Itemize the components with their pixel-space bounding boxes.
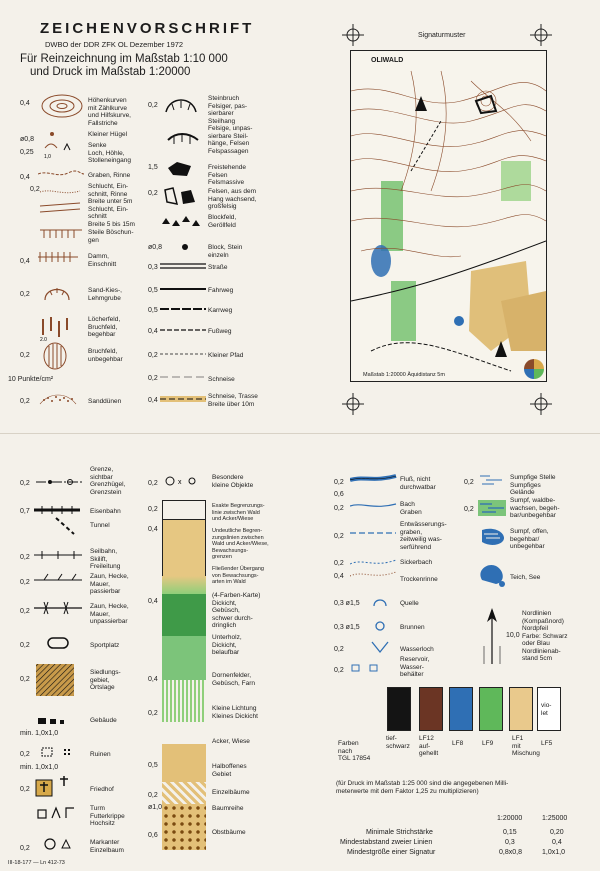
table-cell: 0,8x0,8 <box>499 849 522 856</box>
legend-num: 0,3 ø1,5 <box>334 624 360 631</box>
boulder-symbol <box>165 160 195 178</box>
hill-depression-symbol <box>40 128 80 162</box>
legend-num: 0,2 <box>20 554 30 561</box>
legend-text: Schlucht, Ein- schnitt, Rinne Breite unter 5m Schlucht, Ein- schnitt Breite 5 bis 15m <box>88 183 135 228</box>
legend-text: Steile Böschun- gen <box>88 229 134 244</box>
legend-num: 0,2 <box>464 479 474 486</box>
legend-text: Steinbruch Felsiger, pas- sierbarer Steilhang Felsige, unpas- sierbare Steil- hänge, Felsen Felspassagen <box>208 95 253 155</box>
legend-num: 0,2 <box>20 845 30 852</box>
ride-symbol <box>160 374 206 380</box>
swatch-label: LF5 <box>541 740 553 747</box>
legend-text: Dornenfelder, Gebüsch, Farn <box>212 672 255 687</box>
sample-map-graphic <box>351 51 546 381</box>
wooded-marsh-symbol <box>478 498 506 518</box>
table-cell: 0,3 <box>505 839 515 846</box>
legend-text: Sanddünen <box>88 398 122 405</box>
legend-num: ø0,8 <box>148 244 163 251</box>
fence-impassable-symbol <box>34 600 84 616</box>
legend-text: Zaun, Hecke, Mauer, passierbar <box>90 573 129 595</box>
legend-text: Reservoir, Wasser- behälter <box>400 656 430 678</box>
table-cell: 1,0x1,0 <box>542 849 565 856</box>
legend-num: 10 Punkte/cm² <box>8 376 54 383</box>
table-cell: 0,4 <box>552 839 562 846</box>
legend-num: 0,2 <box>20 642 30 649</box>
svg-text:1,0: 1,0 <box>44 154 51 160</box>
legend-num: 0,2 <box>334 560 344 567</box>
legend-num: ø0,8 <box>20 136 35 143</box>
legend-text: Baumreihe <box>212 805 244 812</box>
legend-num: 10,0 <box>506 632 520 639</box>
legend-text: Schneise, Trasse Breite über 10m <box>208 393 258 408</box>
cart-track-symbol <box>160 306 206 312</box>
drainage-ditch-symbol <box>350 526 398 540</box>
legend-text: Zaun, Hecke, Mauer, unpassierbar <box>90 603 129 625</box>
open-marsh-symbol <box>478 526 508 548</box>
legend-num: 0,2 <box>30 186 40 193</box>
swatch-label: LF1 mit Mischung <box>512 735 540 757</box>
legend-text: Gebäude <box>90 717 117 724</box>
legend-num: 0,4 <box>20 174 30 181</box>
legend-num: 0,4 <box>148 526 158 533</box>
legend-text: Undeutliche Begren- zungslinien zwischen Wald und Acker/Wiese, Bewachsungs- grenzen <box>212 528 269 560</box>
legend-num: 0,7 <box>20 508 30 515</box>
legend-text: Sumpfige Stelle Sumpfiges Gelände <box>510 474 556 496</box>
crop-mark-icon <box>530 24 552 46</box>
legend-text: Fluß, nicht durchwatbar <box>400 476 436 491</box>
footpath-symbol <box>160 327 206 333</box>
table-cell: 0,15 <box>503 829 517 836</box>
legend-num: 0,2 <box>334 479 344 486</box>
legend-num: 0,3 ø1,5 <box>334 600 360 607</box>
pond-symbol <box>476 562 510 588</box>
legend-text: Fußweg <box>208 328 232 335</box>
swatch-violet-label: vio- let <box>541 702 552 717</box>
fence-passable-symbol <box>34 572 84 588</box>
legend-num: 0,2 <box>148 792 158 799</box>
legend-num: 0,4 <box>148 397 158 404</box>
legend-text: Löcherfeld, Bruchfeld, begehbar <box>88 316 121 338</box>
legend-num: 0,25 <box>20 149 34 156</box>
ditch-symbol <box>38 168 84 180</box>
legend-num: 0,2 <box>148 480 158 487</box>
impassable-broken-ground-symbol <box>42 342 68 370</box>
legend-num: ø1,0 <box>148 804 163 811</box>
reservoir-symbol <box>350 662 396 674</box>
legend-text: Einzelbäume <box>212 789 250 796</box>
river-symbol <box>350 472 398 486</box>
legend-num: 0,2 <box>20 786 30 793</box>
stone-symbol <box>180 242 190 252</box>
quarry-cliff-symbol <box>162 92 206 156</box>
boulder-field-symbol <box>160 214 204 228</box>
legend-text: Acker, Wiese <box>212 738 250 745</box>
legend-num: 0,4 <box>334 573 344 580</box>
legend-text: Damm, Einschnitt <box>88 253 117 268</box>
legend-num: 0,4 <box>20 258 30 265</box>
swatch-black <box>387 687 411 731</box>
legend-text: Markanter Einzelbaum <box>90 839 124 854</box>
legend-num: 0,5 <box>148 762 158 769</box>
vegetation-strip <box>162 500 206 848</box>
road-symbol <box>160 261 206 271</box>
legend-num: 0,2 <box>148 352 158 359</box>
ruin-symbol <box>40 746 76 758</box>
legend-num: 0,2 <box>20 608 30 615</box>
legend-text: Fließender Übergang von Bewachsungs- arten im Wald <box>212 566 264 585</box>
swatch-yellow <box>509 687 533 731</box>
table-cell: 0,20 <box>550 829 564 836</box>
legend-text: Felsen, aus dem Hang wachsend, großfelsig <box>208 188 257 210</box>
waterhole-symbol <box>370 638 390 654</box>
contour-symbol <box>38 92 86 120</box>
crop-mark-icon <box>342 24 364 46</box>
legend-text: Wasserloch <box>400 646 434 653</box>
legend-text: Fahrweg <box>208 287 234 294</box>
legend-num: 0,4 <box>148 328 158 335</box>
sand-dunes-symbol <box>38 390 78 408</box>
legend-num: 0,2 <box>148 506 158 513</box>
legend-num: 0,4 <box>148 676 158 683</box>
legend-text: Straße <box>208 264 228 271</box>
legend-text: Halboffenes Gebiet <box>212 763 247 778</box>
table-header-2: 1:25000 <box>542 815 568 822</box>
legend-text: Nordlinien (Kompaßnord) Nordpfeil Farbe: Schwarz oder Blau Nordlinienab- stand 5cm <box>522 610 568 662</box>
colors-label: Farben nach TGL 17854 <box>338 740 371 762</box>
table-row-label: Minimale Strichstärke <box>366 829 433 836</box>
broken-ground-symbol <box>38 315 72 341</box>
legend-text: Friedhof <box>90 786 114 793</box>
legend-text: Kleiner Pfad <box>208 352 244 359</box>
legend-text: Karrweg <box>208 307 233 314</box>
legend-text: Trockenrinne <box>400 576 438 583</box>
legend-text: Ruinen <box>90 751 111 758</box>
legend-num: 0,2 <box>20 676 30 683</box>
legend-num: 0,2 <box>20 398 30 405</box>
legend-text: Sickerbach <box>400 559 433 566</box>
building-symbol <box>36 716 76 726</box>
svg-text:x: x <box>178 479 182 486</box>
dry-ditch-symbol <box>350 568 398 582</box>
legend-num: 0,6 <box>148 832 158 839</box>
legend-num: 0,2 <box>334 667 344 674</box>
footer-code: III-18-177 — Ln 412-73 <box>8 860 65 866</box>
swatch-blue <box>449 687 473 731</box>
legend-num: 0,2 <box>20 579 30 586</box>
railway-symbol <box>34 500 84 540</box>
legend-num: 0,2 <box>148 190 158 197</box>
fold-line <box>0 433 600 434</box>
legend-text: Teich, See <box>510 574 541 581</box>
settlement-symbol <box>34 662 78 700</box>
legend-text: Sportplatz <box>90 642 120 649</box>
legend-num: 0,2 <box>20 751 30 758</box>
legend-text: Bruchfeld, unbegehbar <box>88 348 123 363</box>
legend-num: min. 1,0x1,0 <box>20 730 59 737</box>
legend-num: 0,4 <box>148 598 158 605</box>
legend-num: 0,2 <box>20 480 30 487</box>
legend-text: Graben, Rinne <box>88 172 131 179</box>
legend-text: Obstbäume <box>212 829 246 836</box>
legend-text: Kleiner Hügel <box>88 131 128 138</box>
north-arrow-icon <box>480 606 504 666</box>
legend-text: Kleine Lichtung Kleines Dickicht <box>212 705 258 720</box>
boundary-symbol <box>36 470 82 494</box>
legend-num: 0,4 <box>20 100 30 107</box>
legend-text: Sand-Kies-, Lehmgrube <box>88 287 122 302</box>
legend-text: Höhenkurven mit Zählkurve und Hilfskurve, Fallstriche <box>88 97 131 127</box>
legend-text: Tunnel <box>90 522 110 529</box>
map-sample-title: Signaturmuster <box>418 32 466 39</box>
crop-mark-icon <box>530 393 552 415</box>
legend-num: 0,5 <box>148 287 158 294</box>
sample-map-footer: Maßstab 1:20000 Äquidistanz 5m <box>363 372 445 378</box>
table-row-label: Mindestgröße einer Signatur <box>347 849 436 856</box>
dam-symbol <box>38 250 84 264</box>
rock-face-symbol <box>163 186 199 206</box>
scale-line-2: und Druck im Maßstab 1:20000 <box>30 66 191 78</box>
steep-bank-symbol <box>38 226 84 242</box>
single-tree-symbol <box>40 836 80 852</box>
legend-text: Quelle <box>400 600 419 607</box>
legend-num: 0,2 <box>334 646 344 653</box>
small-path-symbol <box>160 351 206 357</box>
sample-map <box>350 50 547 382</box>
legend-text: Turm Futterkrippe Hochsitz <box>90 805 125 827</box>
legend-text: Siedlungs- gebiet, Ortslage <box>90 669 121 691</box>
scale-line-1: Für Reinzeichnung im Maßstab 1:10 000 <box>20 53 228 65</box>
legend-num: 1,5 <box>148 164 158 171</box>
legend-num: min. 1,0x1,0 <box>20 764 59 771</box>
swatch-label: LF8 <box>452 740 464 747</box>
legend-text: Unterholz, Dickicht, belaufbar <box>212 634 242 656</box>
spring-symbol <box>372 596 388 608</box>
sportsfield-symbol <box>46 636 70 650</box>
legend-text: Sumpf, offen, begehbar/ unbegehbar <box>510 528 549 550</box>
legend-text: Sumpf, waldbe- wachsen, begeh- bar/unbegehbar <box>510 497 560 519</box>
legend-text: Blockfeld, Geröllfeld <box>208 214 237 229</box>
stream-symbol <box>350 500 398 512</box>
legend-text: Block, Stein einzeln <box>208 244 243 259</box>
legend-num: 0,2 <box>20 291 30 298</box>
pit-symbol <box>42 282 72 302</box>
legend-text: Exakte Begrenzungs- linie zwischen Wald und Acker/Wiese <box>212 503 265 522</box>
legend-num: 0,2 <box>20 352 30 359</box>
legend-text: Besondere kleine Objekte <box>212 474 254 489</box>
swatch-label: LF9 <box>482 740 494 747</box>
legend-num: 0,2 <box>148 102 158 109</box>
legend-text: Entwässerungs- graben, zeitweilig was- serführend <box>400 521 447 551</box>
legend-text: Freistehende Felsen Felsmassive <box>208 164 246 186</box>
crop-mark-icon <box>342 393 364 415</box>
track-symbol <box>160 286 206 292</box>
legend-num: 0,2 <box>148 710 158 717</box>
wide-ride-symbol <box>160 394 206 404</box>
legend-num: 0,3 <box>148 264 158 271</box>
legend-num: 0,5 <box>148 307 158 314</box>
scale-note: (für Druck im Maßstab 1:25 000 sind die angegebenen Milli- meterwerte mit dem Faktor 1,25 zu multiplizieren) <box>336 780 509 795</box>
legend-text: Senke Loch, Höhle, Stolleneingang <box>88 142 132 164</box>
table-row-label: Mindestabstand zweier Linien <box>340 839 433 846</box>
well-symbol <box>372 620 388 632</box>
legend-text: Schneise <box>208 376 235 383</box>
page-title: ZEICHENVORSCHRIFT <box>40 20 255 37</box>
legend-text: Brunnen <box>400 624 425 631</box>
tower-symbol <box>34 802 80 824</box>
sample-map-label: OLIWALD <box>371 57 404 64</box>
legend-num: 0,2 <box>148 375 158 382</box>
table-header-1: 1:20000 <box>497 815 523 822</box>
legend-text: Seilbahn, Skilift, Freileitung <box>90 548 121 570</box>
legend-num: 0,2 <box>464 506 474 513</box>
swatch-label: LF12 auf- gehellt <box>419 735 439 757</box>
page-subtitle: DWBO der DDR ZFK OL Dezember 1972 <box>45 40 184 49</box>
special-object-symbol <box>162 475 208 487</box>
legend-text: (4-Farben-Karte) Dickicht, Gebüsch, schwer durch- dringlich <box>212 592 261 629</box>
swatch-label: tief- schwarz <box>386 735 410 750</box>
marsh-symbol <box>478 472 506 486</box>
svg-text:2,0: 2,0 <box>40 337 47 341</box>
legend-num: 0,2 <box>334 505 344 512</box>
cemetery-symbol <box>34 772 80 798</box>
swatch-green <box>479 687 503 731</box>
legend-text: Eisenbahn <box>90 508 121 515</box>
legend-num: 0,6 <box>334 491 344 498</box>
ravine-symbol <box>38 186 84 216</box>
cableway-symbol <box>34 548 84 562</box>
swatch-brown <box>419 687 443 731</box>
legend-num: 0,2 <box>334 533 344 540</box>
legend-text: Bach Graben <box>400 501 422 516</box>
legend-text: Grenze, sichtbar Grenzhügel, Grenzstein <box>90 466 126 496</box>
